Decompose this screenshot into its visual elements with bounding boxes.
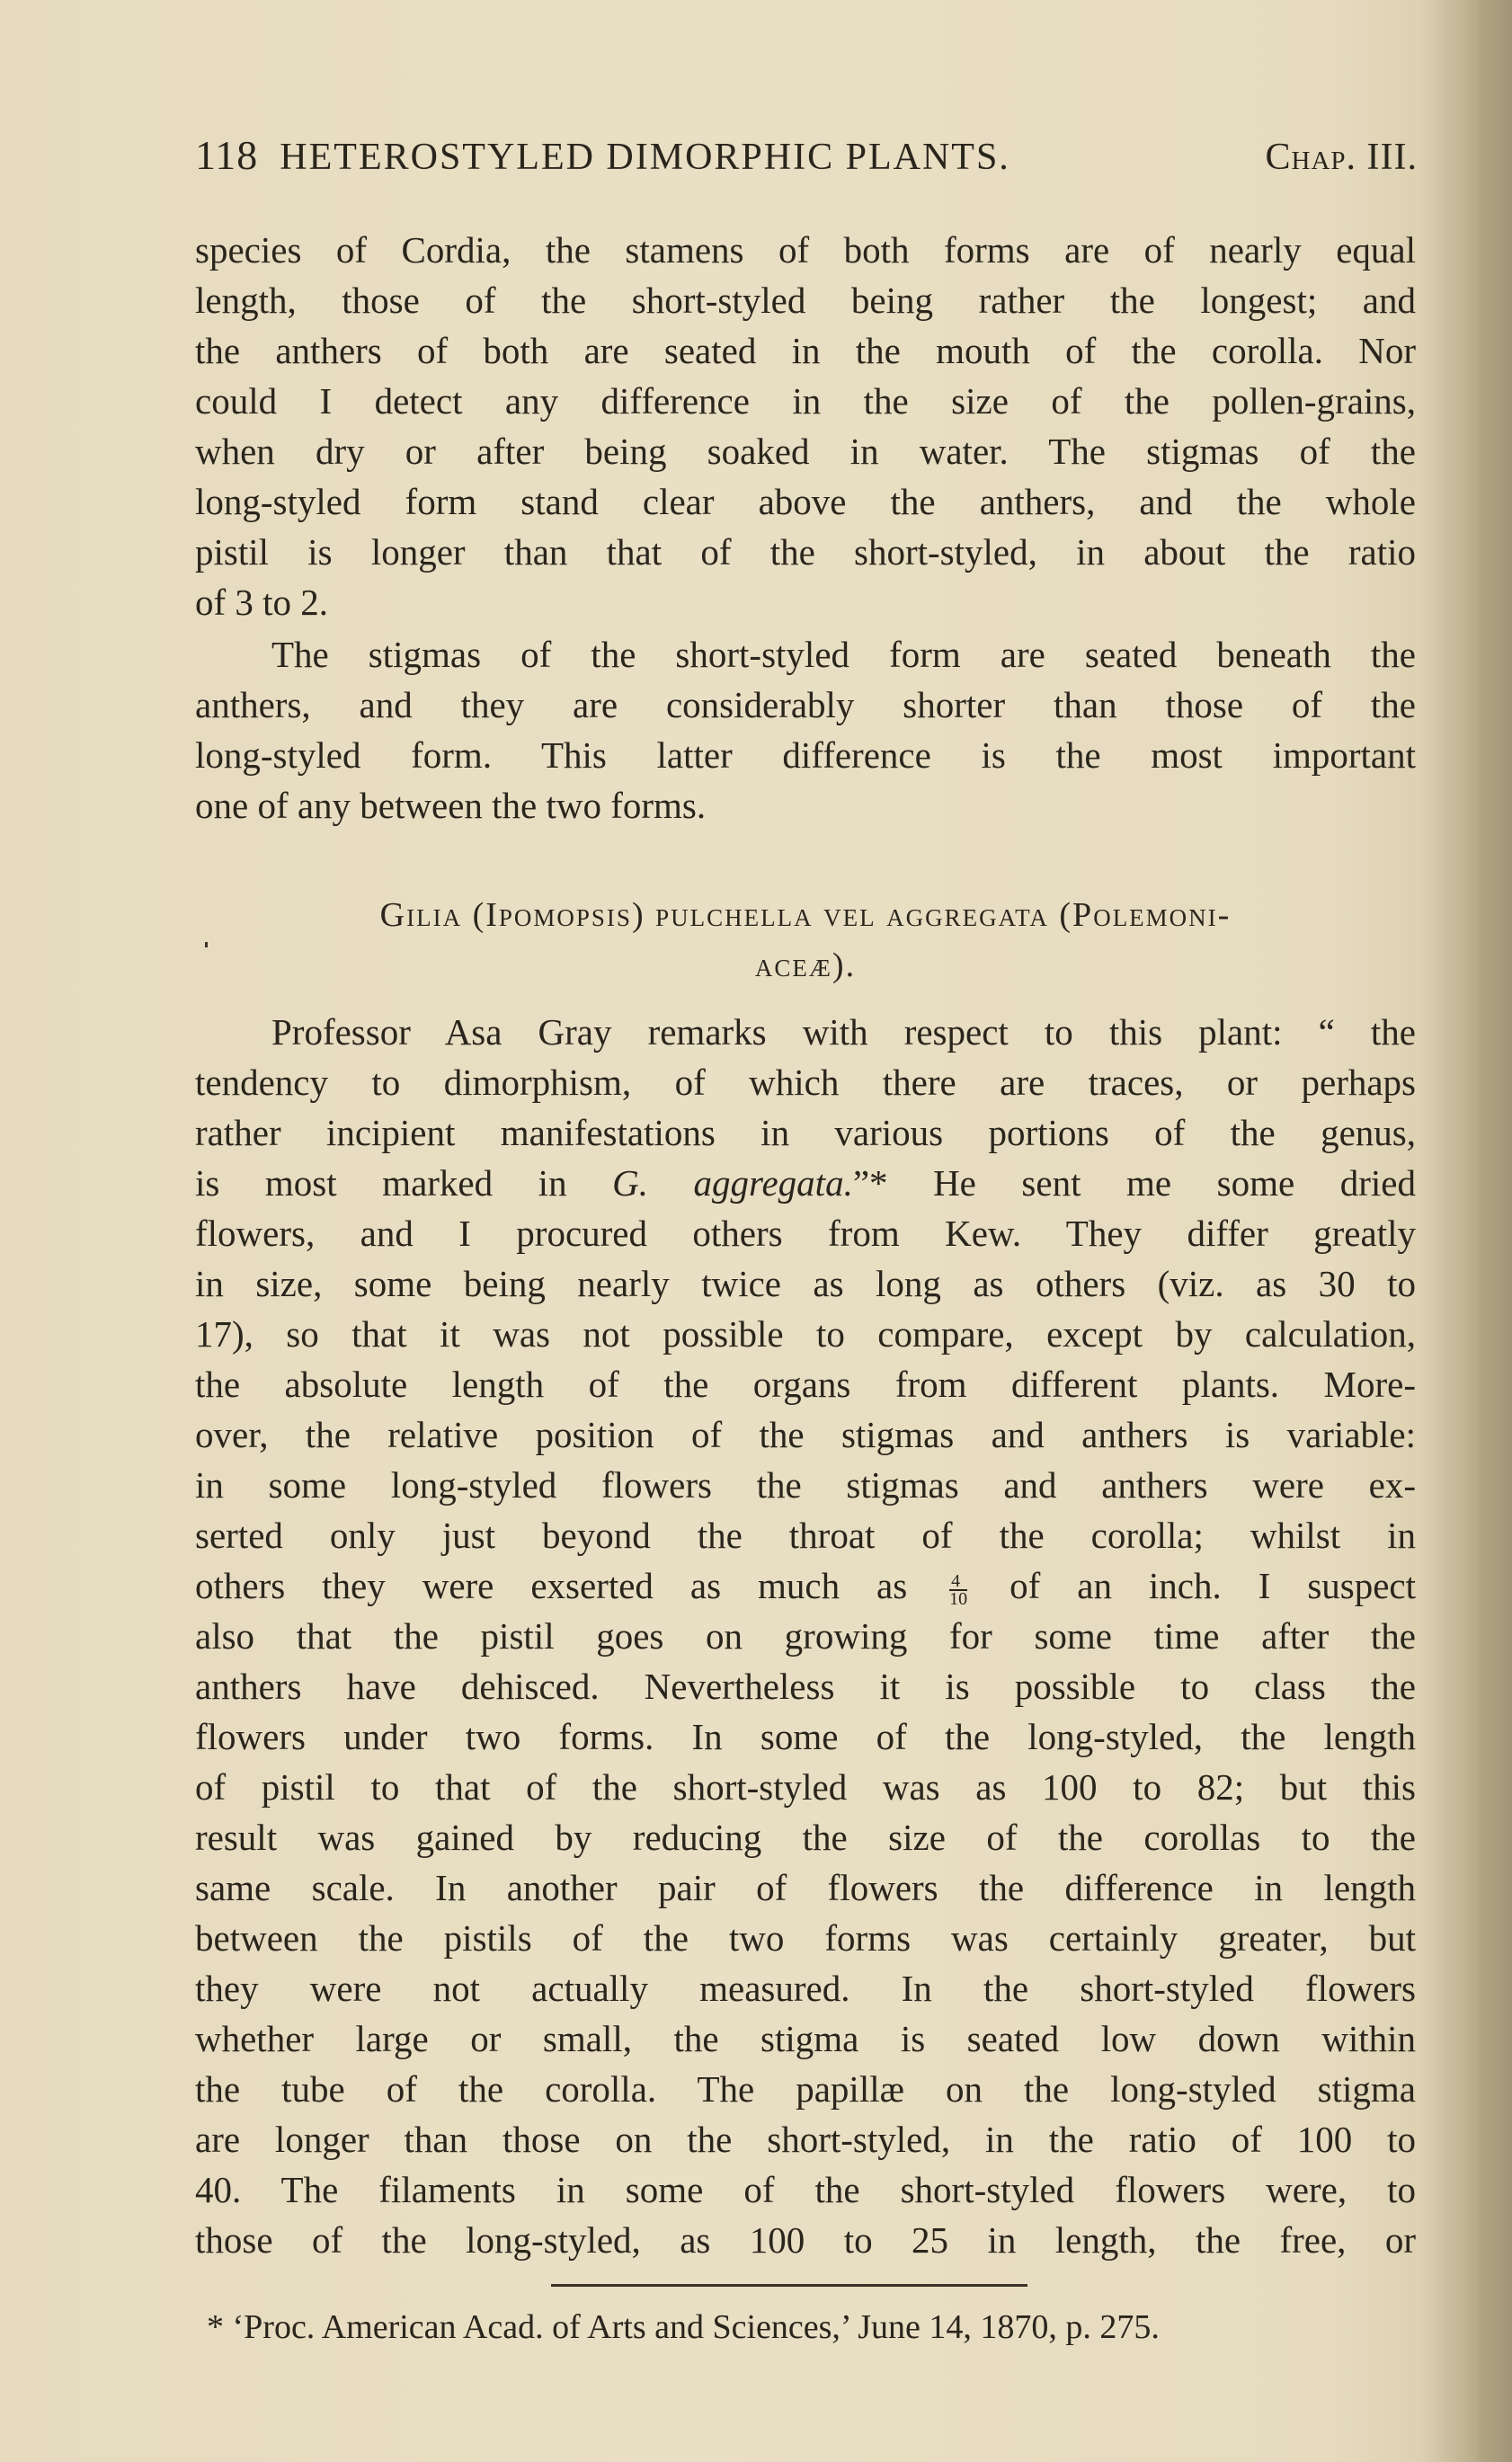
fraction-denominator: 10 bbox=[949, 1588, 968, 1609]
text-line: 17), so that it was not possible to compare, except by calculation, bbox=[195, 1313, 1416, 1355]
text-line: anthers have dehisced. Nevertheless it is possible to class the bbox=[195, 1666, 1416, 1707]
running-header bbox=[195, 131, 1418, 179]
page-edge-shadow bbox=[1476, 0, 1512, 2462]
text-line: whether large or small, the stigma is seated low down within bbox=[195, 2018, 1416, 2059]
section-heading-line-2: aceæ). bbox=[754, 947, 857, 984]
text-line: species of Cordia, the stamens of both forms are of nearly equal bbox=[195, 229, 1416, 271]
text-line: anthers, and they are considerably shorter than those of the bbox=[195, 684, 1416, 725]
text-line: those of the long-styled, as 100 to 25 in length, the free, or bbox=[195, 2219, 1416, 2261]
section-heading bbox=[195, 890, 1416, 991]
fraction-numerator: 4 bbox=[949, 1573, 967, 1591]
text-line: of 3 to 2. bbox=[195, 582, 329, 623]
text-line: Professor Asa Gray remarks with respect to this plant: “ the bbox=[271, 1011, 1416, 1053]
footnote: * ‘Proc. American Acad. of Arts and Sciences,’ June 14, 1870, p. 275. bbox=[207, 2308, 1160, 2346]
footnote-ref-run: ”* He sent me some dried bbox=[852, 1162, 1417, 1204]
paragraph-1 bbox=[195, 225, 1416, 627]
text-line: long-styled form. This latter difference is the most important bbox=[195, 734, 1416, 776]
text-line: over, the relative position of the stigmas and anthers is variable: bbox=[195, 1414, 1416, 1455]
paragraph-2 bbox=[195, 629, 1416, 831]
text-line: one of any between the two forms. bbox=[195, 785, 707, 826]
text-line: when dry or after being soaked in water. The stigmas of the bbox=[195, 431, 1416, 472]
chapter-label: Chap. III. bbox=[1265, 137, 1418, 178]
text-line: they were not actually measured. In the short-styled flowers bbox=[195, 1968, 1416, 2009]
text-run: of an inch. I suspect bbox=[1009, 1565, 1417, 1606]
footnote-divider bbox=[551, 2284, 1027, 2287]
text-line: of pistil to that of the short-styled was as 100 to 82; but this bbox=[195, 1766, 1416, 1808]
text-line: also that the pistil goes on growing for some time after the bbox=[195, 1615, 1416, 1657]
text-line: the absolute length of the organs from different plants. More- bbox=[195, 1364, 1416, 1405]
paragraph-3 bbox=[195, 1007, 1416, 2265]
text-line: result was gained by reducing the size of the corollas to the bbox=[195, 1817, 1416, 1858]
fraction bbox=[949, 1570, 968, 1609]
text-line: flowers, and I procured others from Kew. They differ greatly bbox=[195, 1213, 1416, 1254]
text-run: is most marked in bbox=[195, 1162, 567, 1204]
text-line: pistil is longer than that of the short-styled, in about the ratio bbox=[195, 531, 1416, 573]
text-line: same scale. In another pair of flowers the difference in length bbox=[195, 1867, 1416, 1908]
text-line: between the pistils of the two forms was certainly greater, but bbox=[195, 1917, 1416, 1959]
text-line: in some long-styled flowers the stigmas and anthers were ex- bbox=[195, 1464, 1416, 1506]
running-title: HETEROSTYLED DIMORPHIC PLANTS. bbox=[280, 137, 1010, 178]
page-number: 118 bbox=[195, 132, 259, 178]
text-line: long-styled form stand clear above the anthers, and the whole bbox=[195, 481, 1416, 522]
text-line: serted only just beyond the throat of the corolla; whilst in bbox=[195, 1515, 1416, 1556]
text-line bbox=[195, 1158, 1416, 1208]
text-line: tendency to dimorphism, of which there are traces, or perhaps bbox=[195, 1062, 1416, 1103]
text-line: could I detect any difference in the size of the pollen-grains, bbox=[195, 380, 1416, 422]
text-line: are longer than those on the short-styled, in the ratio of 100 to bbox=[195, 2119, 1416, 2160]
text-run: others they were exserted as much as bbox=[195, 1565, 908, 1606]
text-line: in size, some being nearly twice as long as others (viz. as 30 to bbox=[195, 1263, 1416, 1304]
text-line: rather incipient manifestations in various portions of the genus, bbox=[195, 1112, 1416, 1153]
text-line: the anthers of both are seated in the mouth of the corolla. Nor bbox=[195, 330, 1416, 371]
text-line: flowers under two forms. In some of the long-styled, the length bbox=[195, 1716, 1416, 1757]
text-line: The stigmas of the short-styled form are seated beneath the bbox=[271, 634, 1416, 675]
section-heading-line-1: Gilia (Ipomopsis) pulchella vel aggregata (Polemoni- bbox=[379, 896, 1232, 934]
text-line: the tube of the corolla. The papillæ on the long-styled stigma bbox=[195, 2068, 1416, 2110]
text-line: 40. The filaments in some of the short-styled flowers were, to bbox=[195, 2169, 1416, 2210]
text-line: length, those of the short-styled being rather the longest; and bbox=[195, 280, 1416, 321]
text-line bbox=[195, 1560, 1416, 1611]
species-name-italic: G. aggregata. bbox=[612, 1162, 853, 1204]
